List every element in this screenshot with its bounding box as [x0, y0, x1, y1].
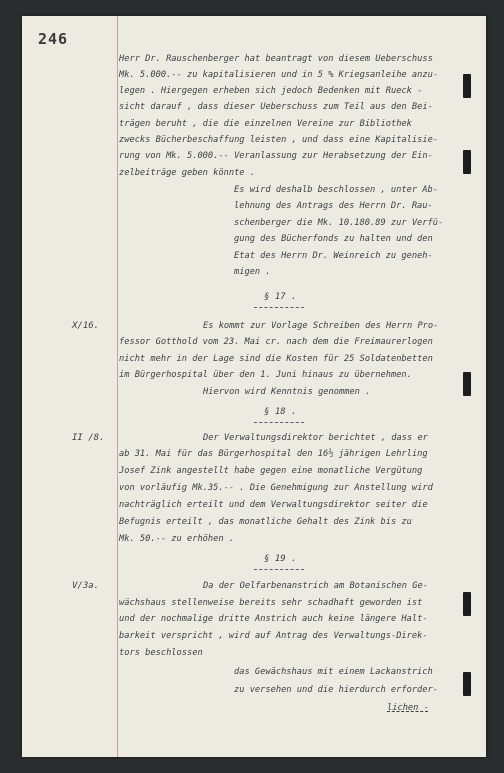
- text-line: im Bürgerhospital über den 1. Juni hinaus zu übernehmen.: [119, 370, 412, 380]
- text-line: wächshaus stellenweise bereits sehr schadhaft geworden ist: [119, 598, 423, 608]
- text-line: Befugnis erteilt , das monatliche Gehalt des Zink bis zu: [119, 517, 412, 527]
- text-line: Mk. 5.000.-- zu kapitalisieren und in 5 % Kriegsanleihe anzu-: [119, 70, 439, 80]
- margin-reference: X/16.: [72, 321, 100, 331]
- text-line: tors beschlossen: [119, 648, 203, 658]
- text-line: Da der Oelfarbenanstrich am Botanischen Ge-: [203, 581, 428, 591]
- section-heading: § 18 .: [264, 407, 297, 417]
- text-line: nachträglich erteilt und dem Verwaltungsdirektor seiter die: [119, 500, 428, 510]
- binding-marker: [463, 672, 471, 696]
- text-line: Der Verwaltungsdirektor berichtet , dass er: [203, 433, 428, 443]
- binding-marker: [463, 372, 471, 396]
- binding-marker: [463, 592, 471, 616]
- page-number: 246: [38, 30, 69, 48]
- text-line: und der nochmalige dritte Anstrich auch keine längere Halt-: [119, 614, 428, 624]
- section-underline: [254, 307, 304, 308]
- text-line: trägen beruht , die die einzelnen Vereine zur Bibliothek: [119, 119, 412, 129]
- document-page: [22, 16, 486, 757]
- text-line: migen .: [234, 267, 271, 277]
- text-line: Mk. 50.-- zu erhöhen .: [119, 534, 235, 544]
- text-line: von vorläufig Mk.35.-- . Die Genehmigung zur Anstellung wird: [119, 483, 433, 493]
- section-heading: § 19 .: [264, 554, 297, 564]
- text-line: gung des Bücherfonds zu halten und den: [234, 234, 433, 244]
- text-line: Hiervon wird Kenntnis genommen .: [203, 387, 371, 397]
- binding-marker: [463, 74, 471, 98]
- margin-reference: II /8.: [72, 433, 105, 443]
- text-line: nicht mehr in der Lage sind die Kosten für 25 Soldatenbetten: [119, 354, 433, 364]
- text-line: Es wird deshalb beschlossen , unter Ab-: [234, 185, 438, 195]
- text-line: Etat des Herrn Dr. Weinreich zu geneh-: [234, 251, 433, 261]
- text-line: lehnung des Antrags des Herrn Dr. Rau-: [234, 201, 433, 211]
- text-line: zelbeiträge geben könnte .: [119, 168, 255, 178]
- text-line: das Gewächshaus mit einem Lackanstrich: [234, 667, 433, 677]
- text-line: zu versehen und die hierdurch erforder-: [234, 685, 438, 695]
- text-line: ab 31. Mai für das Bürgerhospital den 16½ jährigen Lehrling: [119, 449, 428, 459]
- section-underline: [254, 569, 304, 570]
- text-line: Herr Dr. Rauschenberger hat beantragt von diesem Ueberschuss: [119, 54, 433, 64]
- text-line: rung von Mk. 5.000.-- Veranlassung zur Herabsetzung der Ein-: [119, 151, 433, 161]
- text-line: sicht darauf , dass dieser Ueberschuss zum Teil aus den Bei-: [119, 102, 433, 112]
- text-line: fessor Gotthold vom 23. Mai cr. nach dem die Freimaurerlogen: [119, 337, 433, 347]
- text-line: schenberger die Mk. 10.180.89 zur Verfü-: [234, 218, 444, 228]
- catchword: lichen -: [387, 703, 429, 713]
- text-line: Es kommt zur Vorlage Schreiben des Herrn Pro-: [203, 321, 439, 331]
- binding-marker: [463, 150, 471, 174]
- section-heading: § 17 .: [264, 292, 297, 302]
- section-underline: [254, 422, 304, 423]
- text-line: barkeit verspricht , wird auf Antrag des Verwaltungs-Direk-: [119, 631, 428, 641]
- margin-reference: V/3a.: [72, 581, 100, 591]
- margin-rule: [117, 16, 118, 757]
- text-line: Josef Zink angestellt habe gegen eine monatliche Vergütung: [119, 466, 423, 476]
- text-line: legen . Hiergegen erheben sich jedoch Bedenken mit Rueck -: [119, 86, 423, 96]
- text-line: zwecks Bücherbeschaffung leisten , und dass eine Kapitalisie-: [119, 135, 439, 145]
